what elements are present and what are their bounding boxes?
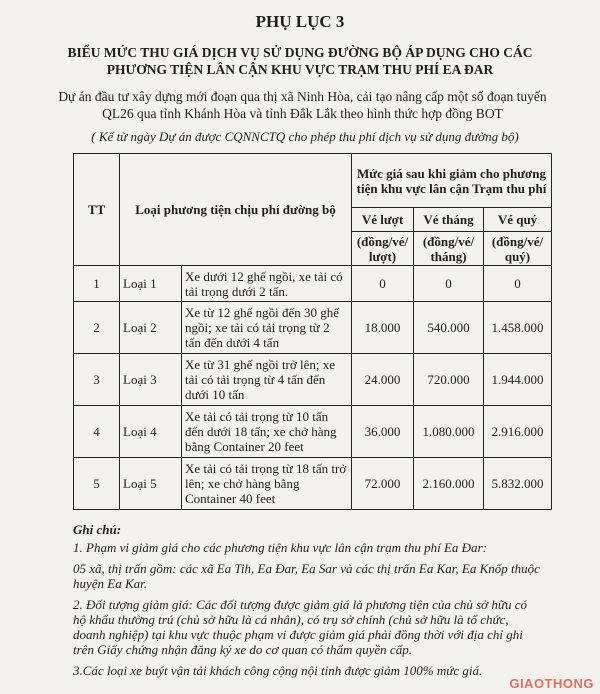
header-per-quarter-unit: (đồng/vé/ quý) <box>484 232 552 266</box>
row-description: Xe dưới 12 ghế ngồi, xe tải có tải trọng dưới 2 tấn. <box>182 266 352 302</box>
table-row <box>74 406 552 458</box>
note-2: 2. Đối tượng giảm giá: Các đối tượng được giảm giá là phương tiện của chủ sở hữu có hộ khẩu thường trú (chủ sở hữu là cá nhân), có trụ sở chính (chủ sở hữu là tổ chức, doanh nghiệp) tại khu vực thuộc phạm vi được giảm giá phải đồng thời với địa chỉ ghi trên Giấy chứng nhận đăng ký xe do cơ quan có thẩm quyền cấp. <box>73 597 527 657</box>
note-1-detail: 05 xã, thị trấn gồm: các xã Ea Tih, Ea Đar, Ea Sar và các thị trấn Ea Kar, Ea Knốp thuộc huyện Ea Kar. <box>73 561 540 591</box>
header-price-group: Mức giá sau khi giảm cho phương tiện khu vực lân cận Trạm thu phí <box>352 154 552 208</box>
row-per-trip: 72.000 <box>352 458 414 510</box>
table-row <box>74 354 552 406</box>
header-per-quarter: Vé quý <box>484 208 552 232</box>
row-no: 4 <box>74 406 120 458</box>
header-per-month: Vé tháng <box>414 208 484 232</box>
note-3: 3.Các loại xe buýt vận tải khách công cộng nội tỉnh được giảm 100% mức giá. <box>73 663 483 678</box>
table-row <box>74 302 552 354</box>
project-description: Dự án đầu tư xây dựng mới đoạn qua thị xã Ninh Hòa, cải tạo nâng cấp một số đoạn tuyến QL26 qua tỉnh Khánh Hòa và tỉnh Đắk Lắk theo hình thức hợp đồng BOT <box>58 89 547 121</box>
row-no: 1 <box>74 266 120 302</box>
row-no: 3 <box>74 354 120 406</box>
row-type: Loại 1 <box>120 266 182 302</box>
row-description: Xe tải có tải trọng từ 18 tấn trở lên; xe chở hàng bằng Container 40 feet <box>182 458 352 510</box>
row-per-quarter: 5.832.000 <box>484 458 552 510</box>
row-type: Loại 3 <box>120 354 182 406</box>
row-description: Xe tải có tải trọng từ 10 tấn đến dưới 18 tấn; xe chở hàng bằng Container 20 feet <box>182 406 352 458</box>
header-per-trip-unit: (đồng/vé/ lượt) <box>352 232 414 266</box>
row-per-quarter: 0 <box>484 266 552 302</box>
row-type: Loại 5 <box>120 458 182 510</box>
notes-section <box>73 522 543 684</box>
row-per-month: 2.160.000 <box>414 458 484 510</box>
row-type: Loại 2 <box>120 302 182 354</box>
table-header-row <box>74 154 552 208</box>
note-1: 1. Phạm vi giảm giá cho các phương tiện khu vực lân cận trạm thu phí Ea Đar: <box>73 540 487 555</box>
row-per-quarter: 1.458.000 <box>484 302 552 354</box>
table-row <box>74 266 552 302</box>
header-per-month-unit: (đồng/vé/ tháng) <box>414 232 484 266</box>
row-per-month: 0 <box>414 266 484 302</box>
row-per-quarter: 2.916.000 <box>484 406 552 458</box>
row-per-month: 540.000 <box>414 302 484 354</box>
row-type: Loại 4 <box>120 406 182 458</box>
document-title: BIỂU MỨC THU GIÁ DỊCH VỤ SỬ DỤNG ĐƯỜNG BỘ ÁP DỤNG CHO CÁC PHƯƠNG TIỆN LÂN CẬN KHU VỰC TRẠM THU PHÍ EA ĐAR <box>67 45 533 77</box>
row-per-month: 720.000 <box>414 354 484 406</box>
fee-table <box>73 153 552 510</box>
row-description: Xe từ 12 ghế ngồi đến 30 ghế ngồi; xe tải có tải trọng từ 2 tấn đến dưới 4 tấn <box>182 302 352 354</box>
row-per-trip: 36.000 <box>352 406 414 458</box>
appendix-label: PHỤ LỤC 3 <box>255 12 345 31</box>
row-no: 2 <box>74 302 120 354</box>
row-per-trip: 0 <box>352 266 414 302</box>
row-description: Xe từ 31 ghế ngồi trở lên; xe tải có tải trọng từ 4 tấn đến dưới 10 tấn <box>182 354 352 406</box>
row-per-month: 1.080.000 <box>414 406 484 458</box>
row-no: 5 <box>74 458 120 510</box>
notes-title: Ghi chú: <box>73 522 122 537</box>
header-vehicle-type: Loại phương tiện chịu phí đường bộ <box>120 154 352 266</box>
publisher-watermark: GIAOTHONG <box>509 676 594 691</box>
row-per-trip: 18.000 <box>352 302 414 354</box>
row-per-trip: 24.000 <box>352 354 414 406</box>
effective-note: ( Kể từ ngày Dự án được CQNNCTQ cho phép thu phí dịch vụ sử dụng đường bộ) <box>91 129 519 144</box>
row-per-quarter: 1.944.000 <box>484 354 552 406</box>
header-no: TT <box>74 154 120 266</box>
header-per-trip: Vé lượt <box>352 208 414 232</box>
table-row <box>74 458 552 510</box>
